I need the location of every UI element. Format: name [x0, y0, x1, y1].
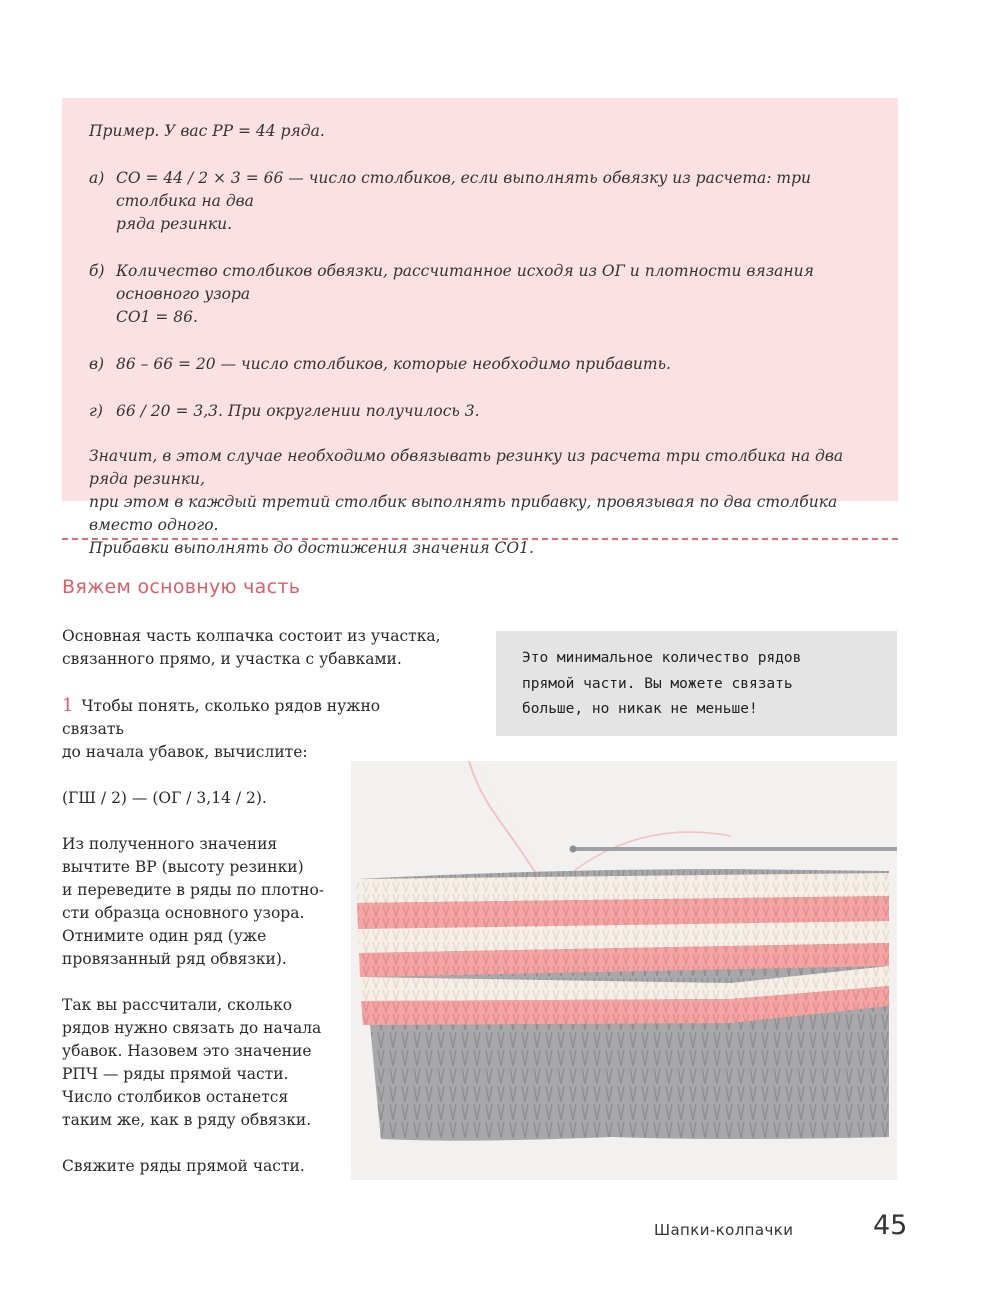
item-text: СО = 44 / 2 × 3 = 66 — число столбиков, если выполнять обвязку из расчета: три столбика на два — [116, 169, 812, 210]
dashed-divider — [62, 538, 898, 540]
item-text-cont: ряда резинки. — [116, 215, 233, 233]
note-box — [496, 631, 897, 736]
paragraph-intro: Основная часть колпачка состоит из участка, связанного прямо, и участка с убавками. — [62, 627, 441, 668]
note-line: прямой части. Вы можете связать — [522, 675, 793, 692]
item-text-cont: СО1 = 86. — [116, 308, 198, 326]
example-item-c — [89, 353, 872, 376]
example-intro: Пример. У вас РР = 44 ряда. — [89, 122, 325, 140]
example-box — [62, 98, 898, 557]
footer-chapter-title: Шапки-колпачки — [654, 1221, 794, 1239]
example-item-d — [89, 400, 872, 423]
item-marker: б) — [89, 262, 105, 280]
page-number: 45 — [873, 1210, 908, 1241]
step-number: 1 — [62, 695, 74, 716]
step-1: 1 Чтобы понять, сколько рядов нужно связать до начала убавок, вычислите: — [62, 695, 381, 761]
crochet-photo — [351, 761, 897, 1180]
example-item-b — [89, 260, 872, 329]
note-line: больше, но никак не меньше! — [522, 701, 758, 717]
item-text: 66 / 20 = 3,3. При округлении получилось 3. — [116, 402, 480, 420]
item-text: Количество столбиков обвязки, рассчитанное исходя из ОГ и плотности вязания основного узора — [116, 262, 814, 303]
paragraph-subtract: Из полученного значения вычтите ВР (высоту резинки) и переведите в ряды по плотно- сти образца основного узора. Отнимите один ряд (уже провязанный ряд обвязки). — [62, 835, 325, 968]
item-marker: а) — [89, 169, 105, 187]
example-item-a — [89, 167, 872, 236]
item-text: 86 – 66 = 20 — число столбиков, которые необходимо прибавить. — [116, 355, 671, 373]
crochet-illustration — [351, 761, 897, 1180]
example-conclusion: Значит, в этом случае необходимо обвязывать резинку из расчета три столбика на два ряда резинки, при этом в каждый третий столбик выполнять прибавку, провязывая по два столбика вместо одного. Прибавки выполнять до достижения значения СО1. — [89, 447, 844, 557]
section-heading: Вяжем основную часть — [62, 576, 301, 598]
item-marker: г) — [89, 402, 103, 420]
note-line: Это минимальное количество рядов — [522, 650, 802, 666]
paragraph-rpch: Так вы рассчитали, сколько рядов нужно связать до начала убавок. Назовем это значение РПЧ — ряды прямой части. Число столбиков останется таким же, как в ряду обвязки. — [62, 996, 322, 1129]
paragraph-final: Свяжите ряды прямой части. — [62, 1157, 305, 1175]
formula: (ГШ / 2) — (ОГ / 3,14 / 2). — [62, 789, 267, 807]
item-marker: в) — [89, 355, 105, 373]
